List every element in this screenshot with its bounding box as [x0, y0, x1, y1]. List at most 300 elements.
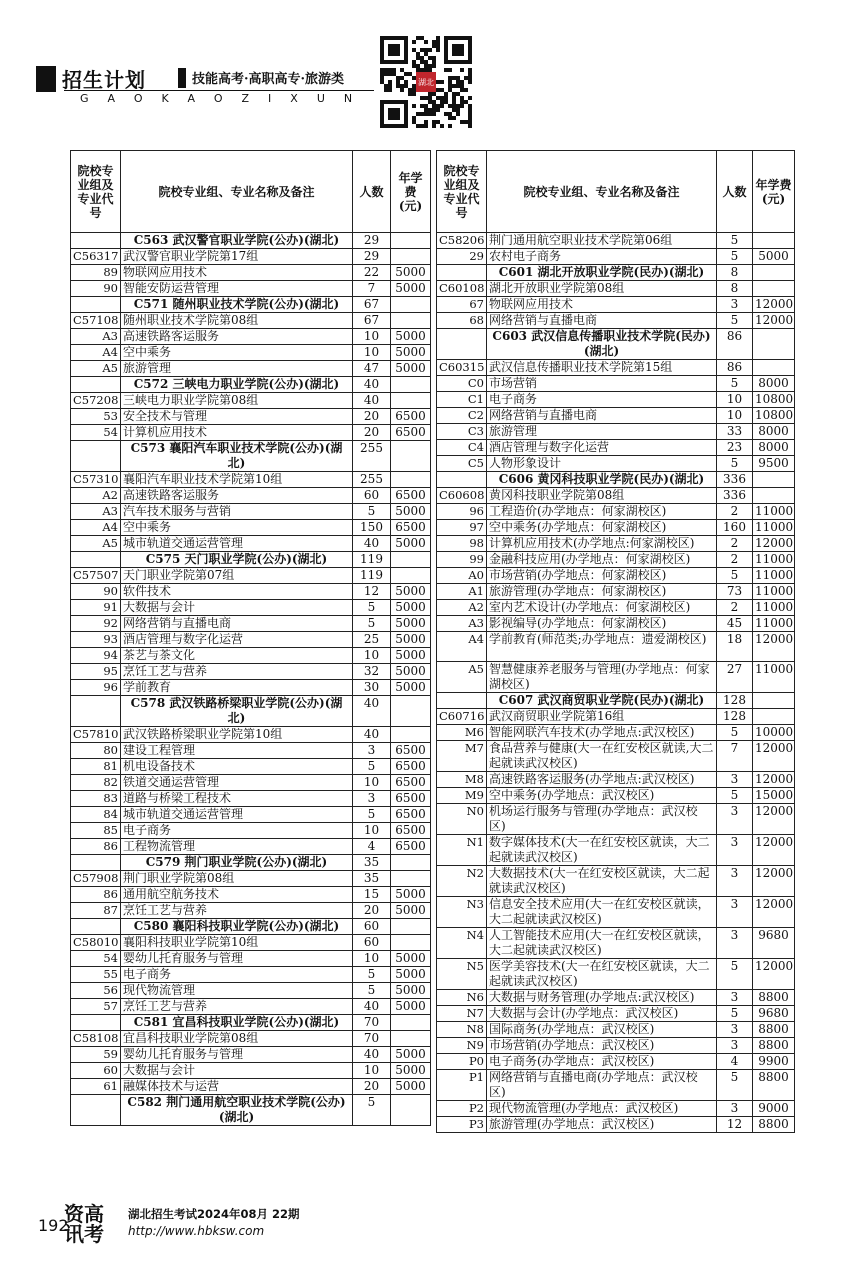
- row-fee: 12000: [753, 897, 795, 928]
- row-count: 3: [717, 897, 753, 928]
- row-count: 40: [353, 393, 391, 409]
- row-count: 33: [717, 424, 753, 440]
- row-fee: 5000: [391, 361, 431, 377]
- row-name: 武汉信息传播职业技术学院第15组: [487, 360, 717, 376]
- row-name: 汽车技术服务与营销: [121, 504, 353, 520]
- row-name: 人物形象设计: [487, 456, 717, 472]
- row-fee: 5000: [391, 329, 431, 345]
- row-count: 10: [717, 408, 753, 424]
- row-count: 7: [353, 281, 391, 297]
- group-row: [437, 376, 795, 392]
- row-count: 10: [353, 345, 391, 361]
- major-row: [437, 741, 795, 772]
- row-name: 电子商务: [121, 823, 353, 839]
- row-fee: [753, 265, 795, 281]
- row-fee: 12000: [753, 536, 795, 552]
- row-code: [71, 1015, 121, 1031]
- row-fee: 5000: [391, 345, 431, 361]
- row-count: 5: [353, 1095, 391, 1126]
- row-fee: 8000: [753, 440, 795, 456]
- row-name: 三峡电力职业学院第08组: [121, 393, 353, 409]
- row-count: 3: [717, 297, 753, 313]
- row-name: 高速铁路客运服务(办学地点:武汉校区): [487, 772, 717, 788]
- group-row: [437, 456, 795, 472]
- row-name: 襄阳汽车职业技术学院第10组: [121, 472, 353, 488]
- row-count: 119: [353, 552, 391, 568]
- group-row: [71, 393, 431, 409]
- row-fee: [753, 329, 795, 360]
- row-fee: 6500: [391, 743, 431, 759]
- group-row: [437, 424, 795, 440]
- row-count: 5: [353, 616, 391, 632]
- row-count: 23: [717, 440, 753, 456]
- group-row: [71, 871, 431, 887]
- group-row: [437, 392, 795, 408]
- major-row: [437, 504, 795, 520]
- major-row: [71, 425, 431, 441]
- row-count: 5: [717, 788, 753, 804]
- row-name: C581 宜昌科技职业学院(公办)(湖北): [121, 1015, 353, 1031]
- row-count: 3: [717, 990, 753, 1006]
- row-name: 通用航空航务技术: [121, 887, 353, 903]
- row-name: 建设工程管理: [121, 743, 353, 759]
- row-fee: 11000: [753, 568, 795, 584]
- row-count: 10: [353, 823, 391, 839]
- row-count: 29: [353, 233, 391, 249]
- row-name: 大数据与财务管理(办学地点:武汉校区): [487, 990, 717, 1006]
- row-fee: 11000: [753, 616, 795, 632]
- row-count: 8: [717, 265, 753, 281]
- row-count: 128: [717, 709, 753, 725]
- row-count: 10: [717, 392, 753, 408]
- row-name: 农村电子商务: [487, 249, 717, 265]
- row-code: [71, 919, 121, 935]
- major-row: [71, 807, 431, 823]
- major-row: [71, 265, 431, 281]
- row-code: N4: [437, 928, 487, 959]
- institution-row: [71, 233, 431, 249]
- row-fee: 8800: [753, 1022, 795, 1038]
- row-count: 22: [353, 265, 391, 281]
- row-code: C60315: [437, 360, 487, 376]
- row-name: 信息安全技术应用(大一在红安校区就读，大二起就读武汉校区): [487, 897, 717, 928]
- row-fee: 5000: [391, 504, 431, 520]
- major-row: [71, 648, 431, 664]
- row-code: A2: [71, 488, 121, 504]
- qr-center-label: 湖北: [418, 78, 434, 88]
- row-fee: 5000: [391, 265, 431, 281]
- row-name: 武汉铁路桥梁职业学院第10组: [121, 727, 353, 743]
- row-fee: 11000: [753, 552, 795, 568]
- row-count: 5: [353, 600, 391, 616]
- row-fee: 6500: [391, 488, 431, 504]
- major-row: [71, 903, 431, 919]
- row-name: 湖北开放职业学院第08组: [487, 281, 717, 297]
- row-fee: [391, 568, 431, 584]
- row-code: N2: [437, 866, 487, 897]
- row-code: C60716: [437, 709, 487, 725]
- row-count: 70: [353, 1015, 391, 1031]
- row-fee: [753, 693, 795, 709]
- row-count: 20: [353, 1079, 391, 1095]
- row-name: 高速铁路客运服务: [121, 329, 353, 345]
- row-name: 烹饪工艺与营养: [121, 999, 353, 1015]
- row-count: 5: [717, 456, 753, 472]
- row-code: [437, 472, 487, 488]
- major-row: [71, 951, 431, 967]
- row-name: C563 武汉警官职业学院(公办)(湖北): [121, 233, 353, 249]
- major-row: [71, 488, 431, 504]
- row-count: 60: [353, 488, 391, 504]
- row-code: N3: [437, 897, 487, 928]
- row-count: 255: [353, 441, 391, 472]
- row-code: [71, 233, 121, 249]
- major-row: [71, 281, 431, 297]
- row-code: N7: [437, 1006, 487, 1022]
- row-count: 12: [717, 1117, 753, 1133]
- row-fee: [753, 281, 795, 297]
- row-code: N5: [437, 959, 487, 990]
- institution-row: [71, 552, 431, 568]
- page-footer: [38, 1202, 438, 1252]
- row-fee: [391, 441, 431, 472]
- row-fee: [753, 233, 795, 249]
- row-code: 57: [71, 999, 121, 1015]
- row-name: 旅游管理: [487, 424, 717, 440]
- col-header-code: 院校专业组及专业代号: [71, 151, 121, 233]
- row-name: 城市轨道交通运营管理: [121, 536, 353, 552]
- row-count: 35: [353, 855, 391, 871]
- group-row: [437, 709, 795, 725]
- major-row: [437, 804, 795, 835]
- row-fee: 5000: [391, 281, 431, 297]
- row-fee: [391, 696, 431, 727]
- row-code: 85: [71, 823, 121, 839]
- institution-row: [71, 441, 431, 472]
- major-row: [437, 959, 795, 990]
- major-row: [437, 616, 795, 632]
- row-name: 网络营销与直播电商(办学地点：武汉校区): [487, 1070, 717, 1101]
- row-code: [71, 696, 121, 727]
- row-fee: [391, 855, 431, 871]
- row-count: 3: [717, 928, 753, 959]
- header-block-mark: [36, 66, 56, 92]
- row-fee: [391, 919, 431, 935]
- row-code: A2: [437, 600, 487, 616]
- row-count: 40: [353, 696, 391, 727]
- row-name: 大数据与会计: [121, 1063, 353, 1079]
- row-code: 86: [71, 887, 121, 903]
- major-row: [437, 788, 795, 804]
- major-row: [71, 743, 431, 759]
- row-name: 食品营养与健康(大一在红安校区就读,大二起就读武汉校区): [487, 741, 717, 772]
- row-code: 96: [71, 680, 121, 696]
- row-name: 宜昌科技职业学院第08组: [121, 1031, 353, 1047]
- row-fee: 9680: [753, 1006, 795, 1022]
- row-fee: 5000: [391, 1047, 431, 1063]
- row-count: 3: [717, 1101, 753, 1117]
- qr-code-icon: [380, 36, 472, 128]
- row-fee: [391, 377, 431, 393]
- major-row: [437, 632, 795, 662]
- row-name: 物联网应用技术: [121, 265, 353, 281]
- row-code: [71, 441, 121, 472]
- row-fee: 10800: [753, 392, 795, 408]
- major-row: [71, 983, 431, 999]
- group-row: [437, 233, 795, 249]
- row-fee: 15000: [753, 788, 795, 804]
- row-code: 55: [71, 967, 121, 983]
- row-name: C607 武汉商贸职业学院(民办)(湖北): [487, 693, 717, 709]
- row-fee: 8800: [753, 1117, 795, 1133]
- row-fee: [753, 472, 795, 488]
- major-row: [437, 1070, 795, 1101]
- left-plan-table: [70, 150, 431, 1126]
- row-fee: 5000: [391, 1063, 431, 1079]
- major-row: [437, 1117, 795, 1133]
- row-fee: 8000: [753, 376, 795, 392]
- row-code: C2: [437, 408, 487, 424]
- row-fee: 12000: [753, 772, 795, 788]
- row-count: 3: [717, 1022, 753, 1038]
- row-count: 3: [717, 772, 753, 788]
- row-count: 2: [717, 536, 753, 552]
- row-count: 40: [353, 1047, 391, 1063]
- row-name: 随州职业技术学院第08组: [121, 313, 353, 329]
- row-count: 3: [353, 743, 391, 759]
- row-fee: 12000: [753, 297, 795, 313]
- group-row: [71, 568, 431, 584]
- major-row: [71, 584, 431, 600]
- row-count: 7: [717, 741, 753, 772]
- group-row: [437, 408, 795, 424]
- major-row: [437, 313, 795, 329]
- row-fee: [391, 472, 431, 488]
- major-row: [437, 725, 795, 741]
- row-fee: [391, 935, 431, 951]
- row-name: 医学美容技术(大一在红安校区就读，大二起就读武汉校区): [487, 959, 717, 990]
- row-count: 30: [353, 680, 391, 696]
- row-name: C579 荆门职业学院(公办)(湖北): [121, 855, 353, 871]
- row-name: 电子商务(办学地点：武汉校区): [487, 1054, 717, 1070]
- row-fee: 6500: [391, 409, 431, 425]
- row-name: 道路与桥梁工程技术: [121, 791, 353, 807]
- major-row: [437, 990, 795, 1006]
- row-code: 54: [71, 951, 121, 967]
- row-name: 现代物流管理: [121, 983, 353, 999]
- row-name: C580 襄阳科技职业学院(公办)(湖北): [121, 919, 353, 935]
- row-count: 5: [717, 313, 753, 329]
- row-code: N9: [437, 1038, 487, 1054]
- major-row: [437, 1054, 795, 1070]
- row-count: 4: [353, 839, 391, 855]
- header-bar-mark: [178, 68, 186, 88]
- page-number: 192: [38, 1216, 69, 1235]
- row-name: 市场营销(办学地点：何家湖校区): [487, 568, 717, 584]
- row-count: 336: [717, 472, 753, 488]
- major-row: [437, 249, 795, 265]
- row-fee: [753, 488, 795, 504]
- row-fee: 11000: [753, 584, 795, 600]
- header-spaced-text: GAOKAOZIXUN: [80, 92, 372, 105]
- row-code: [71, 855, 121, 871]
- row-name: 国际商务(办学地点：武汉校区): [487, 1022, 717, 1038]
- row-count: 67: [353, 313, 391, 329]
- row-count: 5: [717, 1070, 753, 1101]
- row-name: C572 三峡电力职业学院(公办)(湖北): [121, 377, 353, 393]
- row-code: 80: [71, 743, 121, 759]
- major-row: [71, 600, 431, 616]
- row-code: 68: [437, 313, 487, 329]
- row-fee: 5000: [753, 249, 795, 265]
- row-count: 5: [717, 233, 753, 249]
- row-code: C57810: [71, 727, 121, 743]
- row-fee: 9500: [753, 456, 795, 472]
- row-count: 255: [353, 472, 391, 488]
- row-fee: 5000: [391, 951, 431, 967]
- col-header-name: 院校专业组、专业名称及备注: [487, 151, 717, 233]
- row-name: 旅游管理(办学地点：何家湖校区): [487, 584, 717, 600]
- row-fee: 5000: [391, 648, 431, 664]
- row-count: 5: [717, 725, 753, 741]
- row-code: A0: [437, 568, 487, 584]
- major-row: [437, 552, 795, 568]
- row-fee: [391, 313, 431, 329]
- row-code: A5: [437, 662, 487, 693]
- major-row: [437, 928, 795, 959]
- row-fee: [753, 709, 795, 725]
- row-code: C57310: [71, 472, 121, 488]
- row-count: 15: [353, 887, 391, 903]
- major-row: [437, 536, 795, 552]
- row-name: 武汉商贸职业学院第16组: [487, 709, 717, 725]
- row-count: 60: [353, 935, 391, 951]
- row-count: 25: [353, 632, 391, 648]
- row-count: 45: [717, 616, 753, 632]
- row-count: 2: [717, 600, 753, 616]
- group-row: [71, 472, 431, 488]
- website-link[interactable]: http://www.hbksw.com: [128, 1224, 265, 1238]
- row-count: 20: [353, 903, 391, 919]
- row-code: 54: [71, 425, 121, 441]
- row-code: M8: [437, 772, 487, 788]
- row-count: 40: [353, 377, 391, 393]
- row-fee: 8800: [753, 990, 795, 1006]
- row-code: 99: [437, 552, 487, 568]
- row-name: 烹饪工艺与营养: [121, 903, 353, 919]
- major-row: [71, 1079, 431, 1095]
- row-fee: 8000: [753, 424, 795, 440]
- row-code: N1: [437, 835, 487, 866]
- row-count: 5: [353, 983, 391, 999]
- major-row: [71, 967, 431, 983]
- row-fee: 5000: [391, 983, 431, 999]
- row-code: 90: [71, 584, 121, 600]
- major-row: [71, 791, 431, 807]
- row-code: A4: [71, 520, 121, 536]
- row-fee: 9680: [753, 928, 795, 959]
- row-code: 56: [71, 983, 121, 999]
- row-name: 武汉警官职业学院第17组: [121, 249, 353, 265]
- row-name: 酒店管理与数字化运营: [121, 632, 353, 648]
- col-header-name: 院校专业组、专业名称及备注: [121, 151, 353, 233]
- row-fee: 5000: [391, 1079, 431, 1095]
- row-fee: 5000: [391, 632, 431, 648]
- row-code: A4: [437, 632, 487, 662]
- row-name: 学前教育: [121, 680, 353, 696]
- row-name: 高速铁路客运服务: [121, 488, 353, 504]
- row-name: 软件技术: [121, 584, 353, 600]
- row-name: 市场营销(办学地点：武汉校区): [487, 1038, 717, 1054]
- row-name: 旅游管理: [121, 361, 353, 377]
- right-plan-table: [436, 150, 795, 1133]
- row-fee: 5000: [391, 967, 431, 983]
- issue-info: 湖北招生考试2024年08月 22期: [128, 1207, 300, 1221]
- section-subtitle: 技能高考·高职高专·旅游类: [192, 72, 345, 87]
- group-row: [437, 281, 795, 297]
- row-name: C578 武汉铁路桥梁职业学院(公办)(湖北): [121, 696, 353, 727]
- group-row: [437, 488, 795, 504]
- row-count: 3: [353, 791, 391, 807]
- row-code: M6: [437, 725, 487, 741]
- section-title: 招生计划: [62, 68, 146, 92]
- row-count: 150: [353, 520, 391, 536]
- row-name: 融媒体技术与运营: [121, 1079, 353, 1095]
- row-count: 2: [717, 504, 753, 520]
- row-code: C56317: [71, 249, 121, 265]
- row-fee: 6500: [391, 775, 431, 791]
- row-code: M7: [437, 741, 487, 772]
- row-code: C0: [437, 376, 487, 392]
- row-name: 智慧健康养老服务与管理(办学地点：何家湖校区): [487, 662, 717, 693]
- row-name: 婴幼儿托育服务与管理: [121, 1047, 353, 1063]
- row-name: 网络营销与直播电商: [487, 408, 717, 424]
- row-count: 73: [717, 584, 753, 600]
- institution-row: [437, 265, 795, 281]
- row-code: C57908: [71, 871, 121, 887]
- row-count: 10: [353, 648, 391, 664]
- row-fee: 5000: [391, 903, 431, 919]
- row-name: 大数据与会计(办学地点：武汉校区): [487, 1006, 717, 1022]
- row-fee: 6500: [391, 791, 431, 807]
- row-fee: [391, 1031, 431, 1047]
- row-count: 47: [353, 361, 391, 377]
- row-code: P2: [437, 1101, 487, 1117]
- row-name: 市场营销: [487, 376, 717, 392]
- major-row: [71, 664, 431, 680]
- row-code: P1: [437, 1070, 487, 1101]
- row-code: A3: [437, 616, 487, 632]
- row-code: N8: [437, 1022, 487, 1038]
- row-fee: 6500: [391, 839, 431, 855]
- row-count: 60: [353, 919, 391, 935]
- row-count: 5: [717, 249, 753, 265]
- row-fee: 11000: [753, 662, 795, 693]
- row-count: 10: [353, 951, 391, 967]
- row-fee: 12000: [753, 866, 795, 897]
- row-code: 53: [71, 409, 121, 425]
- row-code: C1: [437, 392, 487, 408]
- row-name: C601 湖北开放职业学院(民办)(湖北): [487, 265, 717, 281]
- major-row: [437, 600, 795, 616]
- row-code: 90: [71, 281, 121, 297]
- row-fee: [391, 871, 431, 887]
- row-code: C4: [437, 440, 487, 456]
- row-name: 襄阳科技职业学院第10组: [121, 935, 353, 951]
- row-code: 61: [71, 1079, 121, 1095]
- row-code: A3: [71, 329, 121, 345]
- major-row: [71, 632, 431, 648]
